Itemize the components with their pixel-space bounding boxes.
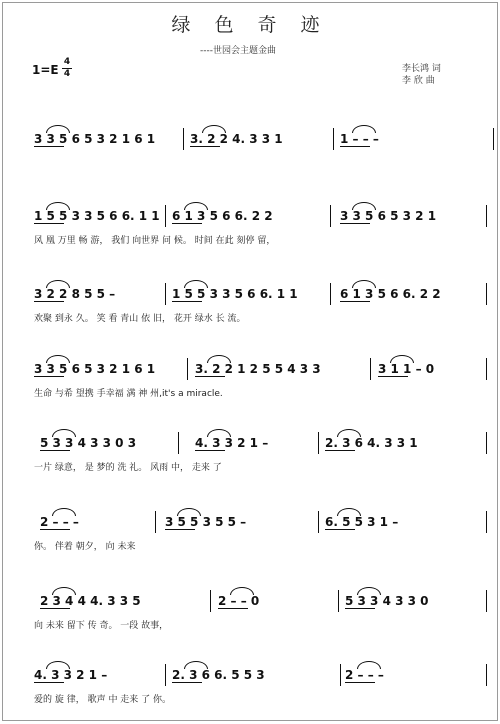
time-signature-bottom: 4 [63,69,71,79]
bar-line [210,590,211,612]
measure-notes: 2 3 4 4 4. 3 3 5 [40,594,141,608]
measure-notes: 2 – – – [40,515,79,529]
beam-line [34,223,64,224]
measure-notes: 3. 2 2 4. 3 3 1 [190,132,283,146]
beam-line [34,301,64,302]
lyrics-line: 一片 绿意， 是 梦的 洗 礼。 风雨 中， 走来 了 [34,463,222,473]
bar-line [370,358,371,380]
measure-notes: 1 – – – [340,132,379,146]
score-system [0,205,500,265]
bar-line [493,128,494,150]
beam-line [172,223,202,224]
measure-notes: 4. 3 3 2 1 – [34,668,108,682]
bar-line [330,283,331,305]
measure-notes: 2 – – 0 [218,594,260,608]
beam-line [345,608,375,609]
measure-notes: 3. 2 2 1 2 5 5 4 3 3 [195,362,321,376]
measure-notes: 2. 3 6 6. 5 5 3 [172,668,265,682]
beam-line [195,376,225,377]
beam-line [172,301,202,302]
score-system [0,283,500,343]
score-system [0,128,500,188]
bar-line [165,664,166,686]
bar-line [486,205,487,227]
measure-notes: 3 5 5 3 5 5 – [165,515,247,529]
score-system [0,432,500,492]
score-system [0,511,500,571]
beam-line [40,529,70,530]
key-signature: 1=E [32,63,59,77]
lyrics-line: 你。 伴着 朝夕， 向 未来 [34,542,136,552]
measure-notes: 4. 3 3 2 1 – [195,436,269,450]
beam-line [345,682,375,683]
bar-line [486,432,487,454]
bar-line [318,432,319,454]
lyrics-line: 欢聚 到永 久。 笑 看 青山 依 旧， 花开 绿水 长 流。 [34,314,246,324]
beam-line [34,376,64,377]
measure-notes: 2 – – – [345,668,384,682]
lyricist-credit: 李长鸿 词 [402,64,441,74]
beam-line [325,450,355,451]
bar-line [486,511,487,533]
beam-line [340,301,370,302]
measure-notes: 2. 3 6 4. 3 3 1 [325,436,418,450]
beam-line [218,608,248,609]
beam-line [40,608,70,609]
beam-line [190,146,220,147]
bar-line [330,205,331,227]
beam-line [325,529,355,530]
score-system [0,664,500,724]
song-title: 绿 色 奇 迹 [171,14,329,36]
bar-line [318,511,319,533]
beam-line [340,223,370,224]
beam-line [378,376,408,377]
composer-credit: 李 欣 曲 [402,76,435,86]
beam-line [34,146,64,147]
beam-line [34,682,64,683]
measure-notes: 3 1 1 – 0 [378,362,435,376]
bar-line [187,358,188,380]
time-signature-top: 4 [63,57,71,67]
bar-line [165,205,166,227]
bar-line [183,128,184,150]
score-system [0,590,500,650]
measure-notes: 3 3 5 6 5 3 2 1 6 1 [34,362,156,376]
beam-line [40,450,70,451]
measure-notes: 6 1 3 5 6 6. 2 2 [172,209,273,223]
bar-line [155,511,156,533]
score-system [0,358,500,418]
measure-notes: 3 3 5 6 5 3 2 1 6 1 [34,132,156,146]
lyrics-line: 向 未来 留下 传 奇。 一段 故事， [34,621,169,631]
bar-line [486,283,487,305]
beam-line [195,450,225,451]
bar-line [178,432,179,454]
measure-notes: 6 1 3 5 6 6. 2 2 [340,287,441,301]
bar-line [333,128,334,150]
beam-line [172,682,202,683]
bar-line [338,590,339,612]
bar-line [340,664,341,686]
lyrics-line: 风 凰 万里 畅 游， 我们 向世界 问 候。 时间 在此 刻停 留， [34,236,276,246]
bar-line [486,664,487,686]
lyrics-line: 生命 与希 望携 手幸福 满 神 州,it's a miracle. [34,389,223,399]
bar-line [165,283,166,305]
measure-notes: 1 5 5 3 3 5 6 6. 1 1 [34,209,160,223]
bar-line [486,358,487,380]
measure-notes: 1 5 5 3 3 5 6 6. 1 1 [172,287,298,301]
beam-line [165,529,195,530]
measure-notes: 5 3 3 4 3 3 0 [345,594,429,608]
lyrics-line: 爱的 旋 律， 歌声 中 走来 了 你。 [34,695,172,705]
measure-notes: 3 3 5 6 5 3 2 1 [340,209,437,223]
measure-notes: 5 3 3 4 3 3 0 3 [40,436,137,450]
measure-notes: 3 2 2 8 5 5 – [34,287,116,301]
song-subtitle: ----世园会主题金曲 [200,46,276,56]
bar-line [486,590,487,612]
beam-line [340,146,370,147]
measure-notes: 6. 5 5 3 1 – [325,515,399,529]
time-signature [62,58,72,79]
